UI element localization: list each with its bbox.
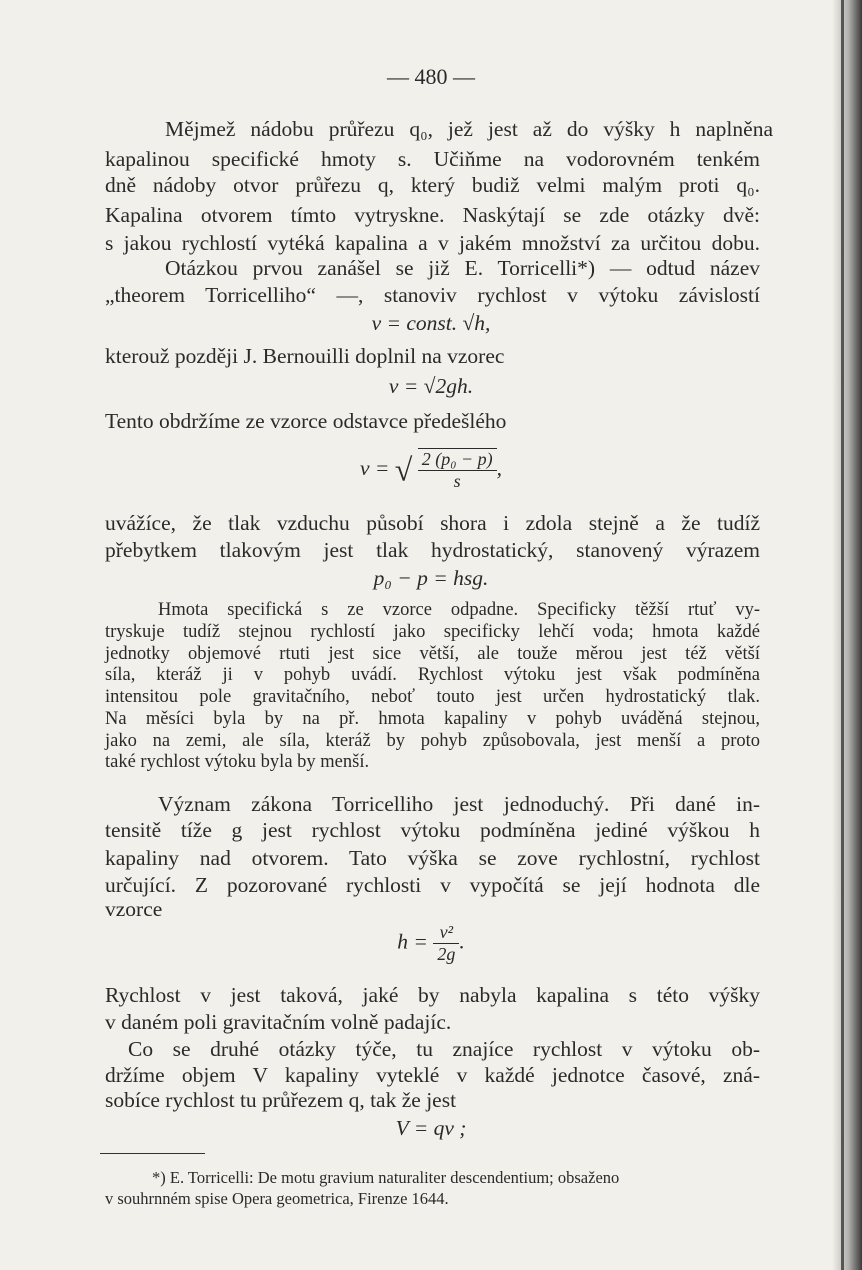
text-line: kapalinou specifické hmoty s. Učiňme na vodorovném tenkém <box>105 147 760 171</box>
text-line: Co se druhé otázky týče, tu znajíce rychlost v výtoku ob- <box>128 1037 760 1061</box>
text-line: v daném poli gravitačním volně padajíc. <box>105 1010 452 1034</box>
text-line: určující. Z pozorované rychlosti v vypočítá se její hodnota dle <box>105 873 760 897</box>
text-line: kapaliny nad otvorem. Tato výška se zove rychlostní, rychlost <box>105 846 760 870</box>
text-line: Kapalina otvorem tímto vytryskne. Naskýtají se zde otázky dvě: <box>105 203 760 227</box>
note-line: Na měsíci byla by na př. hmota kapaliny v pohyb uváděná stejnou, <box>105 709 760 729</box>
eq5-numerator: v² <box>433 922 459 944</box>
text-line: přebytkem tlakovým jest tlak hydrostatický, stanovený výrazem <box>105 538 760 562</box>
text-line: kterouž později J. Bernouilli doplnil na vzorec <box>105 344 505 368</box>
eq3-numerator: 2 (p₀ − p) <box>418 449 497 471</box>
footnote-rule <box>100 1153 205 1154</box>
note-line: jednotky objemové rtuti jest sice větší, ale touže měrou jest též větší <box>105 644 760 664</box>
text-line: Rychlost v jest taková, jaké by nabyla kapalina s této výšky <box>105 983 760 1007</box>
text-line: tensitě tíže g jest rychlost výtoku podmíněna jediné výškou h <box>105 818 760 842</box>
text-line: Význam zákona Torricelliho jest jednoduchý. Při dané in- <box>158 792 760 816</box>
equation-6: V = qv ; <box>395 1116 467 1140</box>
equation-1: v = const. √h, <box>371 311 491 335</box>
eq3-denominator: s <box>453 471 461 491</box>
text-line: vzorce <box>105 897 163 921</box>
text-line: uvážíce, že tlak vzduchu působí shora i zdola stejně a že tudíž <box>105 511 760 535</box>
eq3-left: v = <box>359 455 395 480</box>
eq5-fraction <box>433 922 459 965</box>
equation-2: v = √2gh. <box>388 374 474 398</box>
text-line: držíme objem V kapaliny vyteklé v každé jednotce časové, zná- <box>105 1063 760 1087</box>
page-number: — 480 — <box>387 64 475 89</box>
page-edge-shadow <box>832 0 862 1270</box>
note-line: jako na zemi, ale síla, kteráž by pohyb způsobovala, jest menší a proto <box>105 731 760 751</box>
text-line: Mějmež nádobu průřezu q₀, jež jest až do výšky h naplněna <box>165 117 773 141</box>
equation-4: p₀ − p = hsg. <box>373 566 489 590</box>
footnote-line: v souhrnném spise Opera geometrica, Firenze 1644. <box>105 1189 449 1208</box>
text-line: Tento obdržíme ze vzorce odstavce předešlého <box>105 409 507 433</box>
equation-3: v = √ $\frac{\text{2 (p₀ − p)}}{s}$ , <box>359 449 503 491</box>
note-line: intensitou pole gravitačního, neboť touto jest určen hydrostatický tlak. <box>105 687 760 707</box>
text-line: „theorem Torricelliho“ —, stanoviv rychlost v výtoku závislostí <box>105 283 760 307</box>
text-line: s jakou rychlostí vytéká kapalina a v jakém množství za určitou dobu. <box>105 231 760 255</box>
note-line: síla, kteráž ji v pohyb uvádí. Rychlost výtoku jest však podmíněna <box>105 665 760 685</box>
equation-5: h = $\frac{\text{v²}}{2g}$ . <box>397 922 465 964</box>
note-line: také rychlost výtoku byla by menší. <box>105 752 370 772</box>
text-line: sobíce rychlost tu průřezem q, tak že jest <box>105 1088 457 1112</box>
text-line: Otázkou prvou zanášel se již E. Torricelli*) — odtud název <box>165 256 760 280</box>
note-line: tryskuje tudíž stejnou rychlostí jako specificky lehčí voda; hmota každé <box>105 622 760 642</box>
footnote-line: *) E. Torricelli: De motu gravium naturaliter descendentium; obsaženo <box>152 1168 620 1187</box>
eq5-denominator: 2g <box>437 944 456 964</box>
eq3-fraction <box>418 448 497 492</box>
eq5-left: h = <box>397 929 434 954</box>
page-edge-line <box>841 0 844 1270</box>
text-line: dně nádoby otvor průřezu q, který budiž velmi malým proti q₀. <box>105 173 760 197</box>
note-line: Hmota specifická s ze vzorce odpadne. Specificky těžší rtuť vy- <box>158 600 760 620</box>
